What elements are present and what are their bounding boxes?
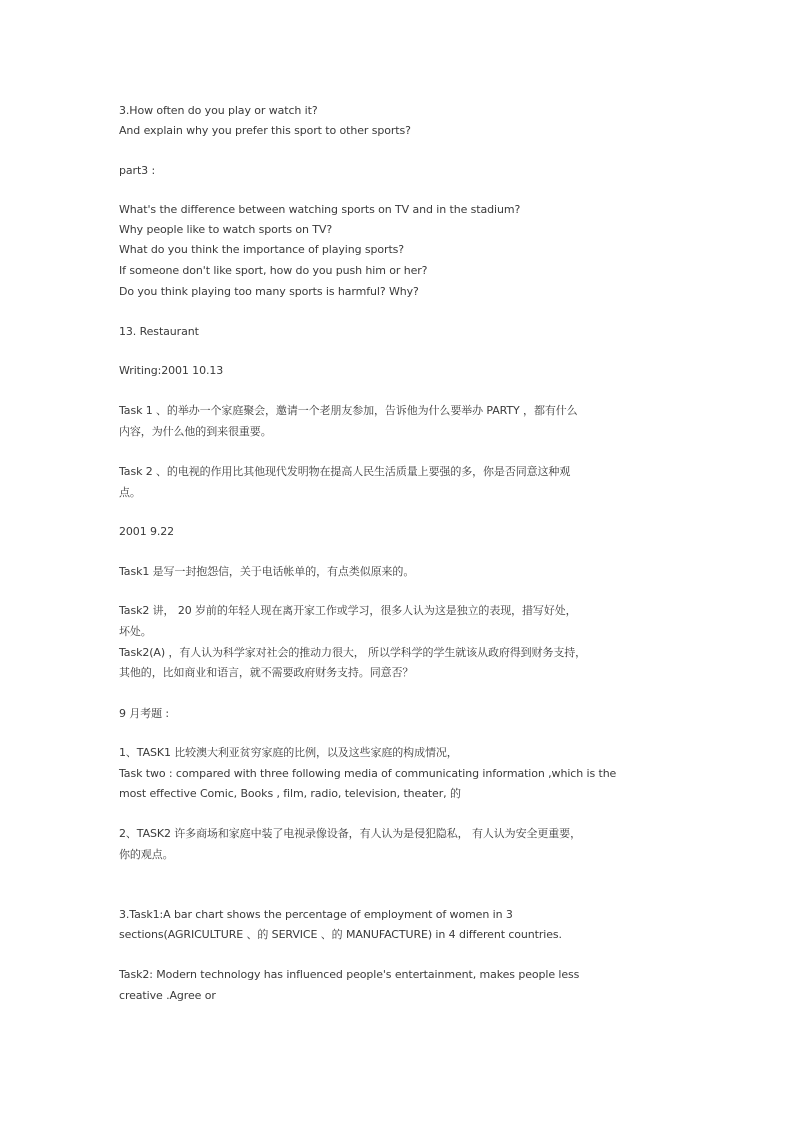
text-line: 1、TASK1 比较澳大利亚贫穷家庭的比例，以及这些家庭的构成情况， (119, 746, 458, 759)
text-line: What do you think the importance of playing sports? (119, 243, 405, 256)
text-line: sections(AGRICULTURE 、的 SERVICE 、的 MANUFACTURE) in 4 different countries. (119, 928, 562, 941)
text-line: If someone don't like sport, how do you push him or her? (119, 264, 428, 277)
text-line: Task 2 、的电视的作用比其他现代发明物在提高人民生活质量上要强的多，你是否同意这种观 (119, 465, 571, 478)
text-line: 3.How often do you play or watch it? (119, 104, 318, 117)
section-heading: 13. Restaurant (119, 325, 199, 338)
text-line: Why people like to watch sports on TV? (119, 223, 333, 236)
text-line: creative .Agree or (119, 989, 216, 1002)
text-line: And explain why you prefer this sport to other sports? (119, 124, 411, 137)
text-line: Task1 是写一封抱怨信，关于电话帐单的，有点类似原来的。 (119, 565, 415, 578)
text-line: Do you think playing too many sports is harmful? Why? (119, 285, 419, 298)
text-line: Writing:2001 10.13 (119, 364, 224, 377)
text-line: 你的观点。 (119, 848, 174, 861)
text-line: 3.Task1:A bar chart shows the percentage of employment of women in 3 (119, 908, 513, 921)
section-heading: part3 : (119, 164, 156, 177)
section-heading: 9 月考题 : (119, 707, 169, 720)
text-line: 点。 (119, 486, 141, 499)
section-heading: 2001 9.22 (119, 525, 175, 538)
text-line: Task2 讲， 20 岁前的年轻人现在离开家工作或学习，很多人认为这是独立的表现，措写好处， (119, 604, 577, 617)
text-line: What's the difference between watching sports on TV and in the stadium? (119, 203, 521, 216)
text-line: Task 1 、的举办一个家庭聚会，邀请一个老朋友参加，告诉他为什么要举办 PARTY ，都有什么 (119, 404, 578, 417)
text-line: Task2: Modern technology has influenced people's entertainment, makes people less (119, 968, 580, 981)
text-line: Task2(A) ，有人认为科学家对社会的推动力很大， 所以学科学的学生就该从政府得到财务支持， (119, 646, 587, 659)
text-line: 坏处。 (119, 625, 152, 638)
text-line: Task two : compared with three following media of communicating information ,which is the (119, 767, 617, 780)
text-line: 2、TASK2 许多商场和家庭中装了电视录像设备，有人认为是侵犯隐私， 有人认为安全更重要， (119, 827, 581, 840)
text-line: 内容，为什么他的到来很重要。 (119, 425, 272, 438)
text-line: most effective Comic, Books , film, radio, television, theater, 的 (119, 787, 461, 800)
text-line: 其他的，比如商业和语言，就不需要政府财务支持。同意否？ (119, 666, 414, 679)
